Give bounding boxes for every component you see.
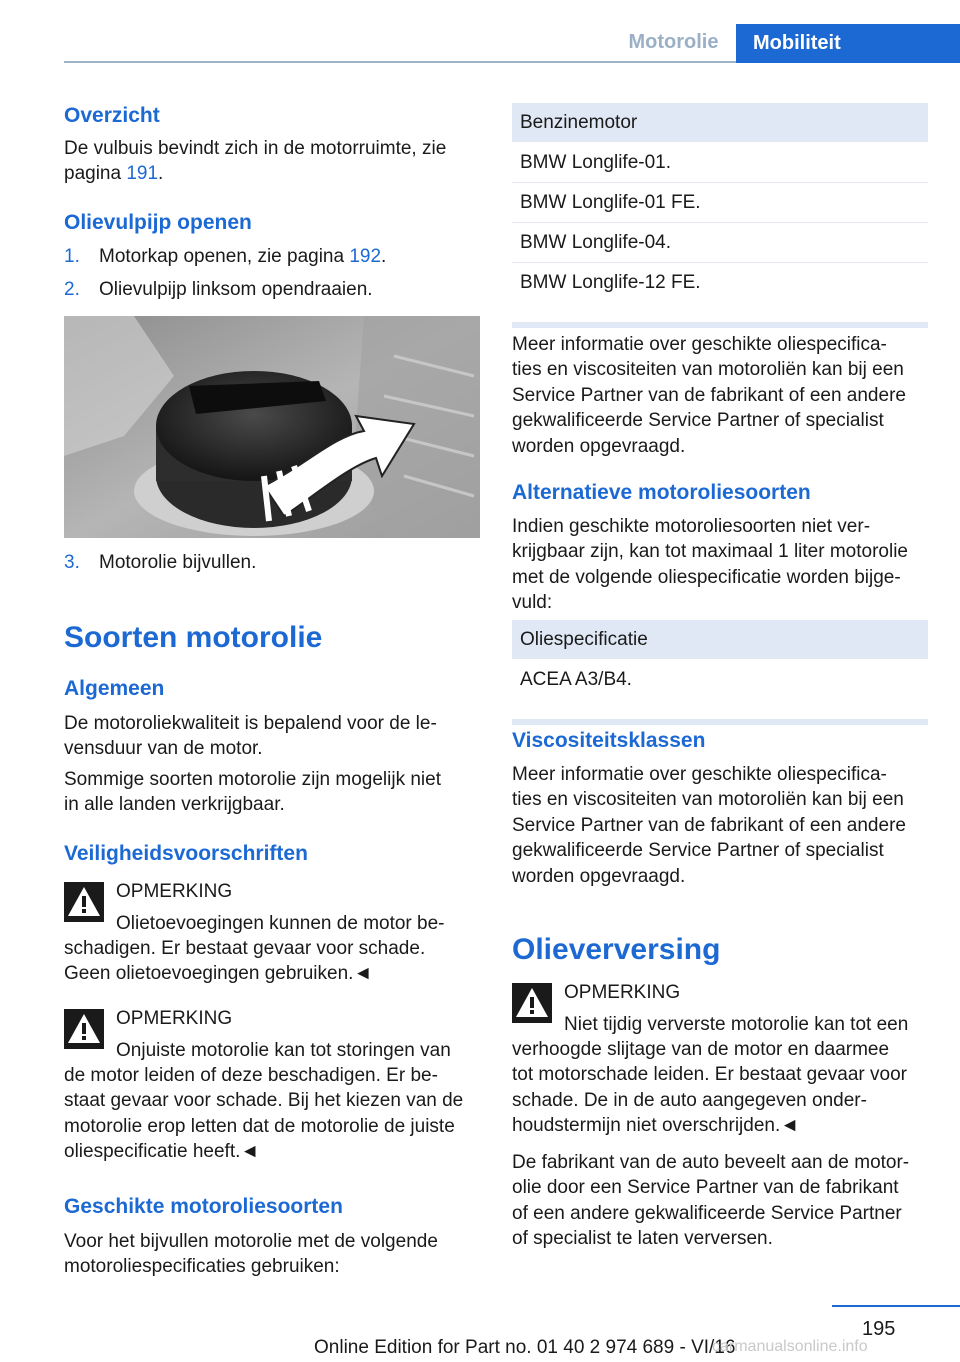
- table-end-bar: [512, 322, 928, 328]
- warning-1-text: [64, 936, 425, 987]
- geschikt-heading: Geschikte motoroliesoorten: [64, 1195, 343, 1218]
- text-line: of specialist te laten verversen.: [512, 1228, 773, 1250]
- warning-3-text: [512, 1037, 907, 1139]
- overzicht-line2: [64, 161, 446, 186]
- info-text: [512, 332, 906, 459]
- text-line: ties en viscositeiten van motoroliën kan bij een: [512, 789, 904, 811]
- text-line: De motoroliekwaliteit is bepalend voor de le-: [64, 713, 437, 734]
- text-line: motoroliespecificaties gebruiken:: [64, 1256, 340, 1278]
- table-row: BMW Longlife-04.: [512, 223, 928, 263]
- text-line: de motor leiden of deze beschadigen. Er be-: [64, 1065, 438, 1086]
- table-row: BMW Longlife-01 FE.: [512, 183, 928, 223]
- olieverversing-heading: Olieverversing: [512, 933, 721, 966]
- text-line: tot motorschade leiden. Er bestaat gevaar voor: [512, 1064, 908, 1086]
- table-row: BMW Longlife-12 FE.: [520, 272, 701, 293]
- warning-1-line: Olietoevoegingen kunnen de motor be-: [116, 913, 445, 934]
- text-line: met de volgende oliespecificatie worden bijge-: [512, 566, 901, 588]
- text-line: oliespecificatie heeft.◄: [64, 1141, 260, 1163]
- text-line: Meer informatie over geschikte oliespecifica-: [512, 334, 887, 355]
- table-header: Oliespecificatie: [512, 620, 928, 660]
- text-line: schade. De in de auto aangegeven onder-: [512, 1089, 867, 1111]
- table-header: Benzinemotor: [512, 103, 928, 143]
- visco-heading: Viscositeitsklassen: [512, 729, 706, 752]
- text-line: ties en viscositeiten van motoroliën kan bij een: [512, 359, 904, 381]
- text-line: of een andere gekwalificeerde Service Partner: [512, 1202, 902, 1224]
- step-number: 1.: [64, 246, 80, 267]
- footer-rule: [832, 1305, 960, 1307]
- header-chapter-tab[interactable]: Mobiliteit: [736, 24, 960, 63]
- soorten-heading: Soorten motorolie: [64, 621, 323, 654]
- alternatieve-heading: Alternatieve motoroliesoorten: [512, 481, 811, 504]
- overzicht-line2-text: pagina: [64, 163, 127, 185]
- overzicht-text: [64, 136, 446, 187]
- text-line: Service Partner van de fabrikant of een andere: [512, 384, 906, 406]
- text-line: Meer informatie over geschikte oliespecifica-: [512, 764, 887, 785]
- text-line: Voor het bijvullen motorolie met de volgende: [64, 1231, 438, 1252]
- step-1-text: [99, 244, 386, 269]
- header-section-tab[interactable]: Motorolie: [612, 24, 735, 61]
- text-line: Service Partner van de fabrikant of een andere: [512, 814, 906, 836]
- overzicht-line2-end: .: [158, 163, 164, 185]
- benzinemotor-table: [512, 103, 928, 328]
- oliespecificatie-table: [512, 620, 928, 725]
- step-1-end: .: [381, 246, 387, 267]
- warning-icon: [64, 1009, 104, 1049]
- alternatieve-text: [512, 514, 908, 616]
- warning-2-text: [64, 1063, 463, 1165]
- text-line: worden opgevraagd.: [512, 865, 686, 887]
- text-line: vuld:: [512, 592, 553, 614]
- page-link-192[interactable]: 192: [349, 246, 382, 267]
- overzicht-heading: Overzicht: [64, 104, 160, 127]
- step-number: 3.: [64, 552, 80, 573]
- table-row: ACEA A3/B4.: [520, 669, 632, 690]
- text-line: houdstermijn niet overschrijden.◄: [512, 1115, 800, 1137]
- step-2-text: Olievulpijp linksom opendraaien.: [99, 279, 373, 300]
- text-line: olie door een Service Partner van de fabrikant: [512, 1177, 899, 1199]
- warning-3-line: Niet tijdig ververste motorolie kan tot een: [564, 1014, 909, 1035]
- page-link-191[interactable]: 191: [126, 163, 159, 185]
- openen-heading: Olievulpijp openen: [64, 211, 252, 234]
- visco-text: [512, 762, 906, 889]
- table-row: BMW Longlife-01.: [512, 143, 928, 183]
- text-line: Sommige soorten motorolie zijn mogelijk niet: [64, 769, 441, 790]
- warning-3-label: OPMERKING: [564, 982, 681, 1003]
- step-3-text: Motorolie bijvullen.: [99, 552, 257, 573]
- text-line: Indien geschikte motoroliesoorten niet ver-: [512, 516, 871, 537]
- text-line: Geen olietoevoegingen gebruiken.◄: [64, 963, 373, 985]
- text-line: staat gevaar voor schade. Bij het kiezen van de: [64, 1090, 464, 1112]
- text-line: De fabrikant van de auto beveelt aan de motor-: [512, 1152, 910, 1173]
- text-line: motorolie erop letten dat de motorolie de juiste: [64, 1115, 455, 1137]
- warning-2-label: OPMERKING: [116, 1008, 233, 1029]
- warning-1-label: OPMERKING: [116, 881, 233, 902]
- step-1-label: Motorkap openen, zie pagina: [99, 246, 350, 267]
- warning-icon: [64, 882, 104, 922]
- overzicht-line1: De vulbuis bevindt zich in de motorruimte, zie: [64, 138, 447, 159]
- warning-icon: [512, 983, 552, 1023]
- page-number: 195: [862, 1318, 896, 1340]
- algemeen-text: [64, 711, 437, 762]
- oil-cap-illustration: [64, 316, 480, 538]
- text-line: in alle landen verkrijgbaar.: [64, 794, 285, 816]
- geschikt-text: [64, 1229, 438, 1280]
- algemeen-text-2: [64, 767, 441, 818]
- olieverversing-text: [512, 1150, 909, 1252]
- text-line: krijgbaar zijn, kan tot maximaal 1 liter motorolie: [512, 541, 908, 563]
- step-number: 2.: [64, 279, 80, 300]
- watermark: carmanualsonline.info: [712, 1338, 868, 1355]
- text-line: schadigen. Er bestaat gevaar voor schade.: [64, 938, 426, 959]
- edition-footer: Online Edition for Part no. 01 40 2 974 689 - VI/16: [314, 1337, 736, 1358]
- text-line: worden opgevraagd.: [512, 435, 686, 457]
- text-line: vensduur van de motor.: [64, 738, 263, 760]
- veiligheid-heading: Veiligheidsvoorschriften: [64, 842, 308, 865]
- algemeen-heading: Algemeen: [64, 677, 165, 700]
- text-line: verhoogde slijtage van de motor en daarmee: [512, 1039, 890, 1060]
- table-end-bar: [512, 719, 928, 725]
- warning-2-line: Onjuiste motorolie kan tot storingen van: [116, 1040, 451, 1061]
- text-line: gekwalificeerde Service Partner of specialist: [512, 840, 884, 862]
- text-line: gekwalificeerde Service Partner of specialist: [512, 410, 884, 432]
